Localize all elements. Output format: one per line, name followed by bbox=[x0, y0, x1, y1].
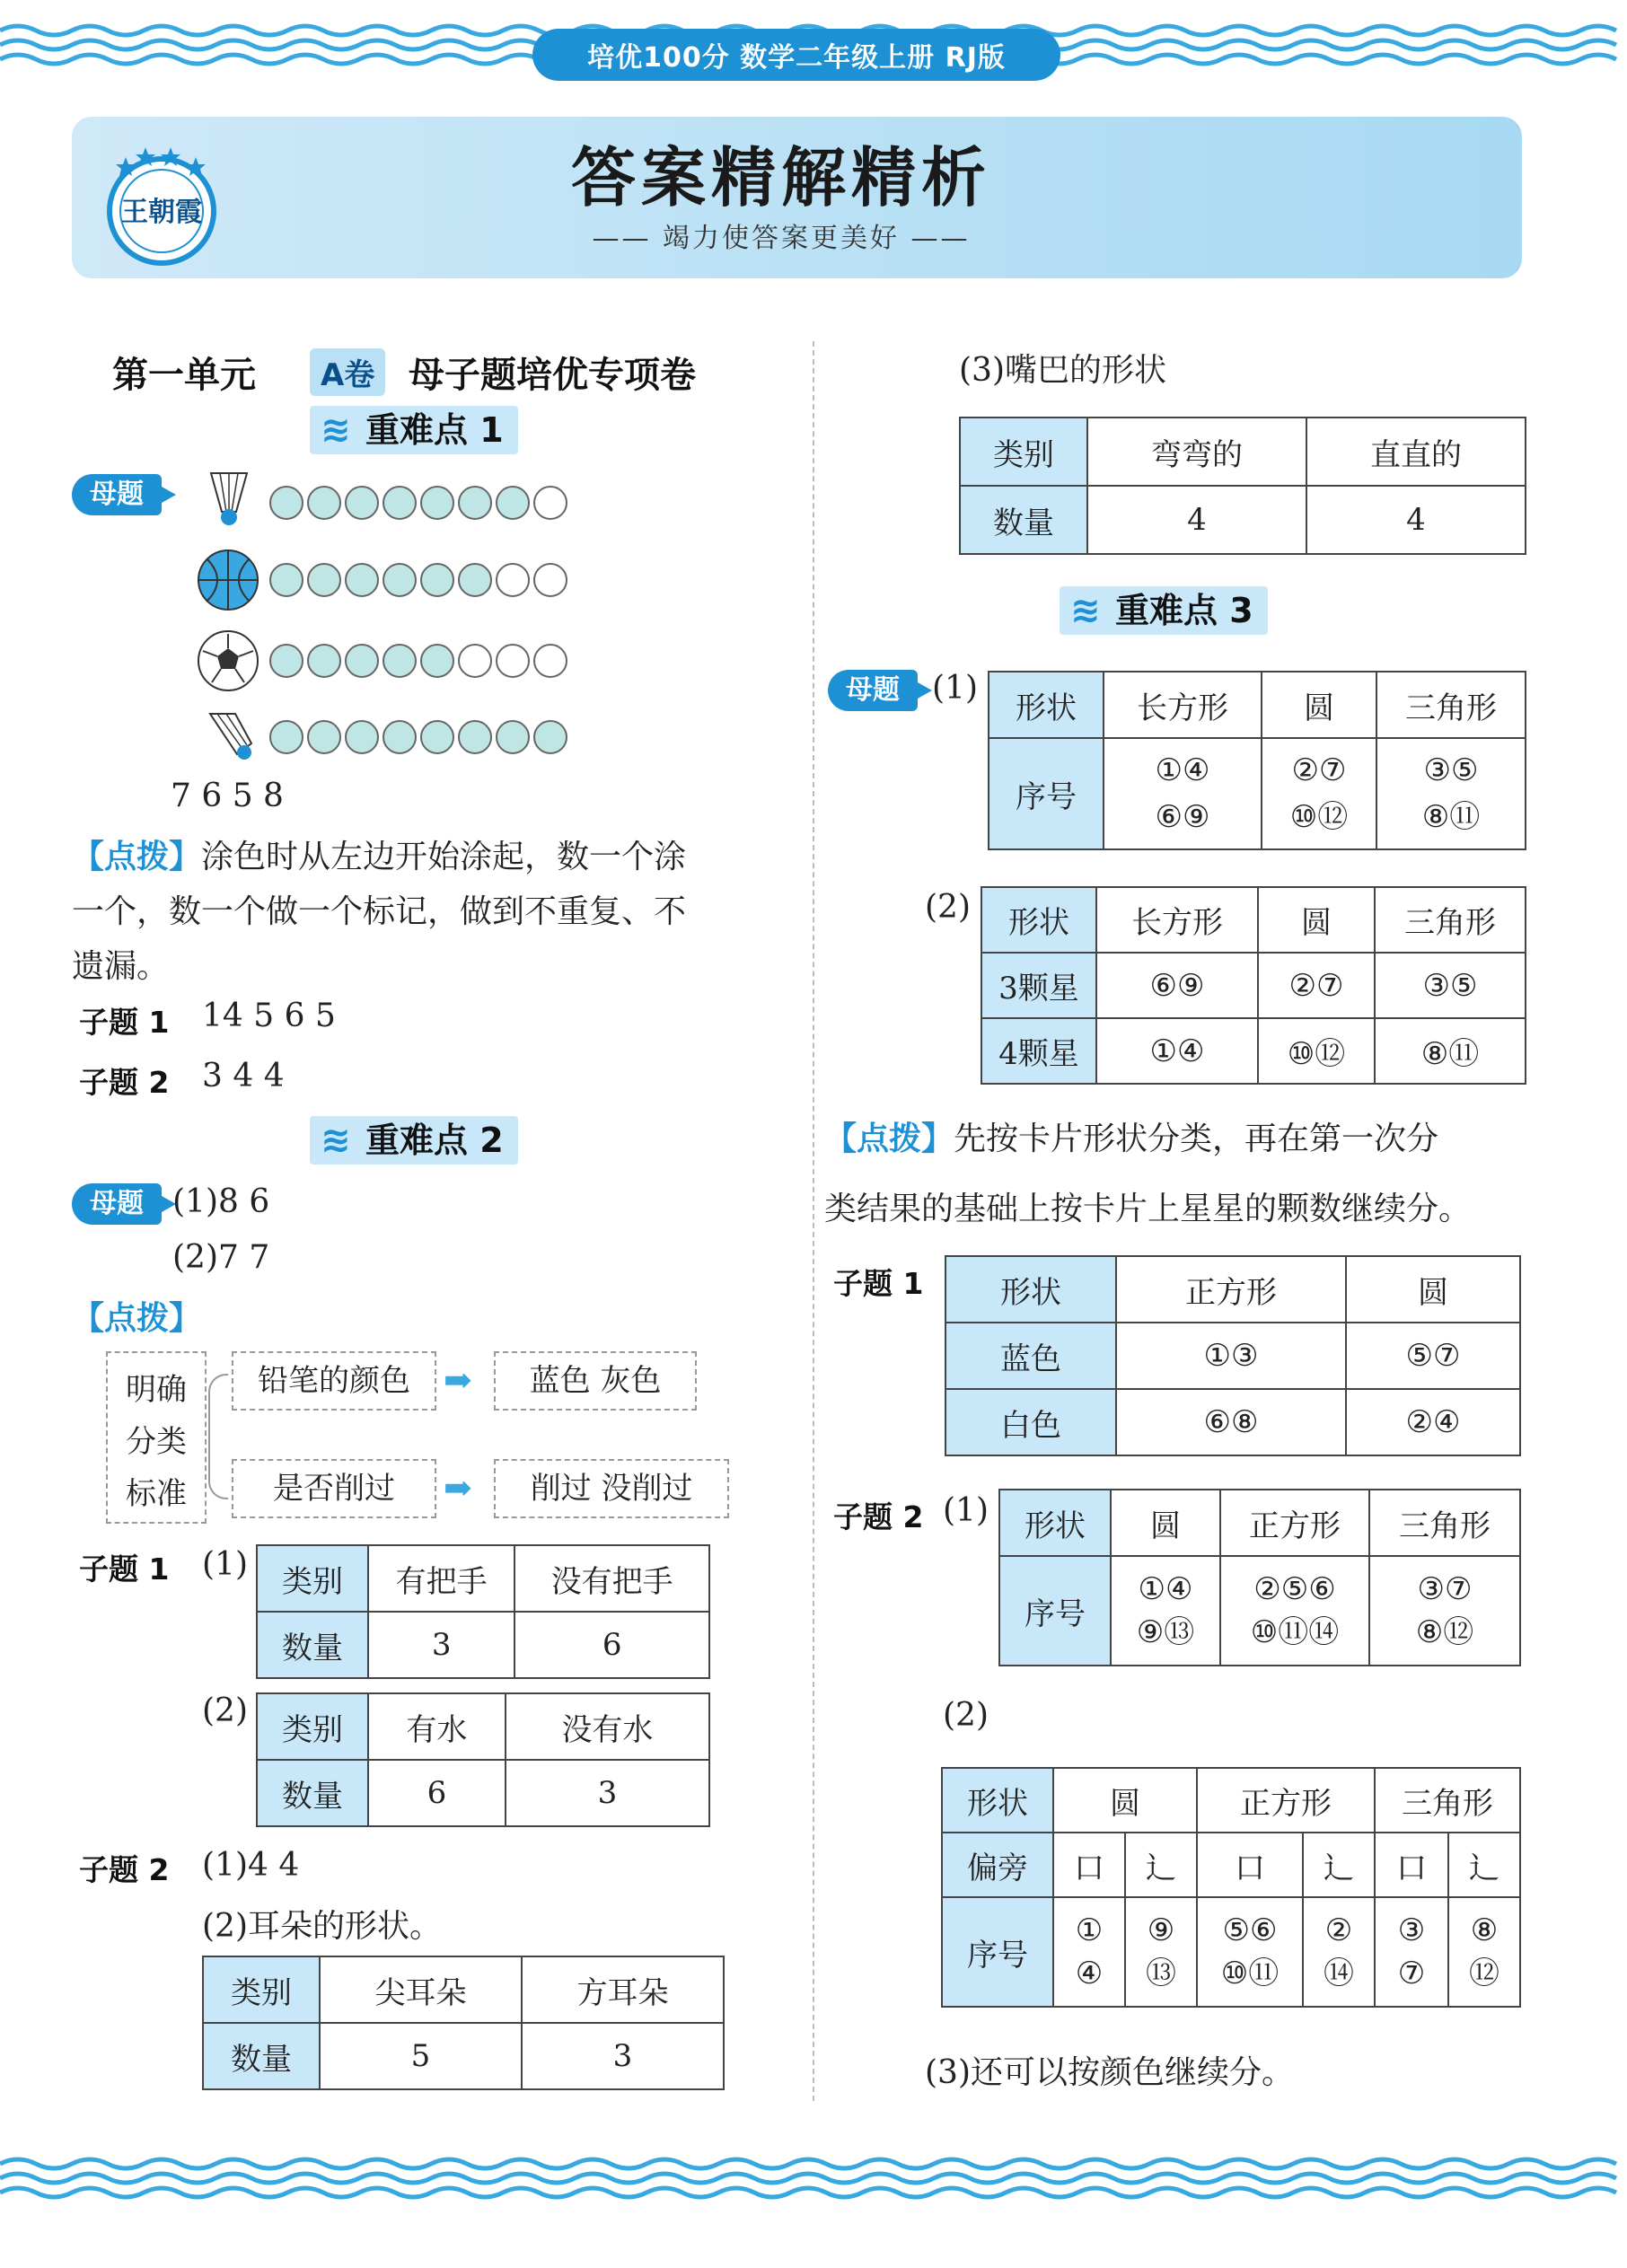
part-label: (1) bbox=[202, 1546, 248, 1583]
mu-badge: 母题 bbox=[72, 1183, 162, 1225]
sub-question-label: 子题 2 bbox=[79, 1065, 170, 1100]
table-colors: 形状 正方形 圆 蓝色 ①③ ⑤⑦ 白色 ⑥⑧ ②④ bbox=[945, 1255, 1521, 1456]
tip-text: 类结果的基础上按卡片上星星的颗数继续分。 bbox=[824, 1191, 1472, 1227]
basketball-icon bbox=[196, 548, 260, 612]
tip-label: 【点拨】 bbox=[72, 1299, 202, 1337]
part-label: (2) bbox=[943, 1697, 989, 1734]
sub-answer: 14 5 6 5 bbox=[202, 998, 336, 1034]
wave-icon: ≋ bbox=[1070, 590, 1101, 631]
flow-box-sharpened: 是否削过 bbox=[232, 1459, 436, 1518]
mu-badge: 母题 bbox=[828, 670, 918, 711]
page-subtitle: —— 竭力使答案更美好 —— bbox=[592, 223, 971, 254]
logo-text: 王朝霞 bbox=[121, 197, 202, 228]
part-label: (2) bbox=[202, 1692, 248, 1729]
wave-icon: ≋ bbox=[321, 1120, 351, 1161]
book-title-pill: 培优100分 数学二年级上册 RJ版 bbox=[532, 29, 1060, 81]
table-mu-stars: 形状 长方形 圆 三角形 3颗星 ⑥⑨ ②⑦ ③⑤ 4颗星 ①④ ⑩⑫ ⑧⑪ bbox=[981, 886, 1526, 1085]
sub-question-label: 子题 1 bbox=[79, 1005, 170, 1040]
flow-box-color-result: 蓝色 灰色 bbox=[494, 1351, 697, 1411]
circle-row-4 bbox=[269, 720, 567, 754]
tip-label: 【点拨】 bbox=[72, 838, 202, 875]
arrow-right-icon: ➡ bbox=[444, 1360, 472, 1400]
arrow-right-icon: ➡ bbox=[444, 1468, 472, 1508]
key-point-1: ≋ 重难点 1 bbox=[310, 406, 518, 454]
shuttlecock-icon bbox=[202, 469, 256, 528]
flow-criteria-box: 明确 分类 标准 bbox=[106, 1351, 207, 1524]
k2-answer-2: (2)7 7 bbox=[172, 1239, 270, 1276]
wave-icon: ≋ bbox=[321, 409, 351, 451]
part-label: (2) bbox=[925, 889, 971, 926]
z2-answer-3: (3)还可以按颜色继续分。 bbox=[925, 2054, 1294, 2091]
brace bbox=[208, 1374, 228, 1499]
part-label: (1) bbox=[943, 1492, 989, 1529]
key-point-3: ≋ 重难点 3 bbox=[1060, 586, 1268, 635]
football-icon bbox=[196, 629, 260, 693]
key-point-2: ≋ 重难点 2 bbox=[310, 1116, 518, 1165]
table-mu-shapes: 形状 长方形 圆 三角形 序号 ①④ ⑥⑨ ②⑦ ⑩⑫ ③⑤ ⑧⑪ bbox=[988, 671, 1526, 850]
table-ears: 类别 尖耳朵 方耳朵 数量 5 3 bbox=[202, 1956, 725, 2090]
sub-answer: (2)耳朵的形状。 bbox=[202, 1908, 442, 1945]
publisher-logo bbox=[90, 135, 233, 269]
tip-text: 涂色时从左边开始涂起，数一个涂 bbox=[201, 839, 687, 875]
flow-box-sharpened-result: 削过 没削过 bbox=[494, 1459, 729, 1518]
sub-question-label: 子题 1 bbox=[833, 1266, 924, 1301]
tip-text: 先按卡片形状分类，再在第一次分 bbox=[954, 1121, 1439, 1157]
table-z2-shapes: 形状 圆 正方形 三角形 序号 ①④ ⑨⑬ ②⑤⑥ ⑩⑪⑭ ③⑦ ⑧⑫ bbox=[998, 1489, 1521, 1666]
q3-label: (3)嘴巴的形状 bbox=[959, 352, 1166, 389]
unit-title: 第一单元 bbox=[112, 355, 256, 396]
sub-answer: 3 4 4 bbox=[202, 1058, 285, 1094]
sub-answer: (1)4 4 bbox=[202, 1847, 300, 1884]
circle-row-2 bbox=[269, 563, 567, 597]
bottom-wave-decoration bbox=[0, 2153, 1627, 2216]
column-divider bbox=[813, 341, 814, 2101]
flow-box-color: 铅笔的颜色 bbox=[232, 1351, 436, 1411]
unit-name: 母子题培优专项卷 bbox=[409, 355, 696, 396]
tip-label: 【点拨】 bbox=[824, 1120, 954, 1157]
table-handles: 类别 有把手 没有把手 数量 3 6 bbox=[256, 1544, 710, 1679]
page-title: 答案精解精析 bbox=[570, 140, 991, 215]
part-label: (1) bbox=[932, 670, 978, 707]
k1-answer: 7 6 5 8 bbox=[171, 778, 284, 814]
tip-text: 一个，数一个做一个标记，做到不重复、不 bbox=[72, 893, 687, 930]
mu-badge: 母题 bbox=[72, 474, 162, 515]
tip-text: 遗漏。 bbox=[72, 948, 170, 985]
table-water: 类别 有水 没有水 数量 6 3 bbox=[256, 1692, 710, 1827]
table-mouth: 类别 弯弯的 直直的 数量 4 4 bbox=[959, 417, 1526, 555]
k2-answer-1: (1)8 6 bbox=[172, 1183, 270, 1220]
circle-row-3 bbox=[269, 644, 567, 678]
shuttlecock-icon-2 bbox=[205, 709, 255, 763]
circle-row-1 bbox=[269, 486, 567, 520]
table-z2-radicals: 形状 圆 正方形 三角形 偏旁 口 辶 口 辶 口 辶 序号 ① ④ ⑨ ⑬ ⑤⑥ ⑩⑪ ② ⑭ ③ ⑦ ⑧ ⑫ bbox=[941, 1767, 1521, 2008]
unit-tag: A卷 bbox=[310, 348, 385, 396]
sub-question-label: 子题 2 bbox=[833, 1499, 924, 1534]
sub-question-label: 子题 2 bbox=[79, 1852, 170, 1887]
sub-question-label: 子题 1 bbox=[79, 1552, 170, 1587]
